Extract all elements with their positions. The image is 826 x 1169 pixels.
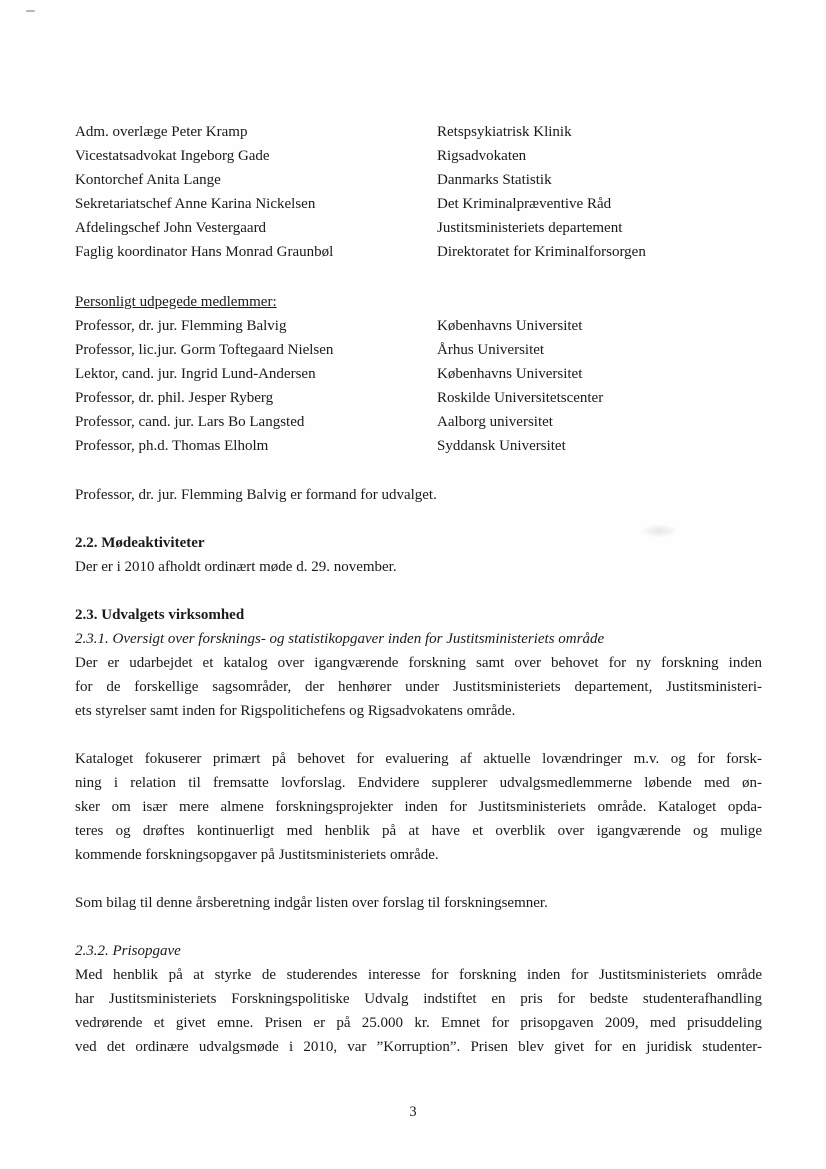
- member-organisation: Syddansk Universitet: [437, 438, 566, 454]
- member-name: Kontorchef Anita Lange: [75, 172, 221, 188]
- personal-members-list: [75, 314, 762, 458]
- member-row: [75, 314, 762, 338]
- text-line: ning i relation til fremsatte lovforslag. Endvidere supplerer udvalgsmedlemmerne løbende med øn-: [75, 775, 762, 791]
- member-row: [75, 168, 762, 192]
- member-row: [75, 386, 762, 410]
- member-name: Professor, ph.d. Thomas Elholm: [75, 438, 269, 454]
- member-name: Afdelingschef John Vestergaard: [75, 220, 267, 236]
- member-row: [75, 120, 762, 144]
- member-row: [75, 144, 762, 168]
- text-line: teres og drøftes kontinuerligt med henblik på at have et overblik over igangværende og mulige: [75, 823, 762, 839]
- paragraph-catalog: [75, 651, 762, 723]
- member-name: Faglig koordinator Hans Monrad Graunbøl: [75, 244, 334, 260]
- section-2-2-heading: 2.2. Mødeaktiviteter: [75, 535, 205, 551]
- text-line: Der er udarbejdet et katalog over igangværende forskning samt over behovet for ny forskning inden: [75, 655, 762, 671]
- member-organisation: Danmarks Statistik: [437, 172, 552, 188]
- member-name: Lektor, cand. jur. Ingrid Lund-Andersen: [75, 366, 316, 382]
- text-line: Med henblik på at styrke de studerendes interesse for forskning inden for Justitsministeriets område: [75, 967, 762, 983]
- member-row: [75, 216, 762, 240]
- member-organisation: Det Kriminalpræventive Råd: [437, 196, 612, 212]
- member-row: [75, 362, 762, 386]
- page-number: 3: [409, 1104, 417, 1120]
- scan-artifact-corner: [26, 10, 35, 12]
- section-2-3-1-heading: 2.3.1. Oversigt over forsknings- og statistikopgaver inden for Justitsministeriets område: [75, 631, 605, 647]
- text-line: ved det ordinære udvalgsmøde i 2010, var ”Korruption”. Prisen blev givet for en juridisk studenter-: [75, 1039, 762, 1055]
- text-line: har Justitsministeriets Forskningspolitiske Udvalg indstiftet en pris for bedste studenterafhandling: [75, 991, 762, 1007]
- member-row: [75, 434, 762, 458]
- member-organisation: Århus Universitet: [437, 342, 545, 358]
- member-organisation: Rigsadvokaten: [437, 148, 527, 164]
- member-row: [75, 410, 762, 434]
- member-name: Professor, cand. jur. Lars Bo Langsted: [75, 414, 305, 430]
- member-organisation: Direktoratet for Kriminalforsorgen: [437, 244, 646, 260]
- paragraph-prisopgave: [75, 963, 762, 1059]
- member-organisation: Retspsykiatrisk Klinik: [437, 124, 572, 140]
- text-line: vedrørende et givet emne. Prisen er på 25.000 kr. Emnet for prisopgaven 2009, med prisuddeling: [75, 1015, 762, 1031]
- text-line: ets styrelser samt inden for Rigspolitichefens og Rigsadvokatens område.: [75, 703, 516, 719]
- member-organisation: Aalborg universitet: [437, 414, 553, 430]
- paragraph-bilag: Som bilag til denne årsberetning indgår listen over forslag til forskningsemner.: [75, 895, 548, 911]
- paragraph-kataloget: [75, 747, 762, 867]
- member-name: Sekretariatschef Anne Karina Nickelsen: [75, 196, 316, 212]
- member-row: [75, 240, 762, 264]
- text-line: for de forskellige sagsområder, der henhører under Justitsministeriets departement, Justitsministeri-: [75, 679, 762, 695]
- member-name: Professor, dr. phil. Jesper Ryberg: [75, 390, 274, 406]
- member-organisation: Justitsministeriets departement: [437, 220, 623, 236]
- member-name: Vicestatsadvokat Ingeborg Gade: [75, 148, 270, 164]
- text-line: kommende forskningsopgaver på Justitsministeriets område.: [75, 847, 439, 863]
- page-content: [75, 0, 762, 1059]
- member-row: [75, 192, 762, 216]
- appointed-members-list: [75, 120, 762, 264]
- member-row: [75, 338, 762, 362]
- member-organisation: Københavns Universitet: [437, 366, 583, 382]
- member-name: Professor, lic.jur. Gorm Toftegaard Nielsen: [75, 342, 334, 358]
- section-2-3-2-heading: 2.3.2. Prisopgave: [75, 943, 181, 959]
- member-organisation: Roskilde Universitetscenter: [437, 390, 604, 406]
- member-name: Adm. overlæge Peter Kramp: [75, 124, 248, 140]
- text-line: Kataloget fokuserer primært på behovet for evaluering af aktuelle lovændringer m.v. og for forsk-: [75, 751, 762, 767]
- text-line: sker om især mere almene forskningsprojekter inden for Justitsministeriets område. Kataloget opda-: [75, 799, 762, 815]
- member-name: Professor, dr. jur. Flemming Balvig: [75, 318, 287, 334]
- section-2-2-body: Der er i 2010 afholdt ordinært møde d. 29. november.: [75, 559, 397, 575]
- member-organisation: Københavns Universitet: [437, 318, 583, 334]
- section-2-3-heading: 2.3. Udvalgets virksomhed: [75, 607, 245, 623]
- chairman-note: Professor, dr. jur. Flemming Balvig er formand for udvalget.: [75, 487, 437, 503]
- personal-members-heading: Personligt udpegede medlemmer:: [75, 294, 277, 310]
